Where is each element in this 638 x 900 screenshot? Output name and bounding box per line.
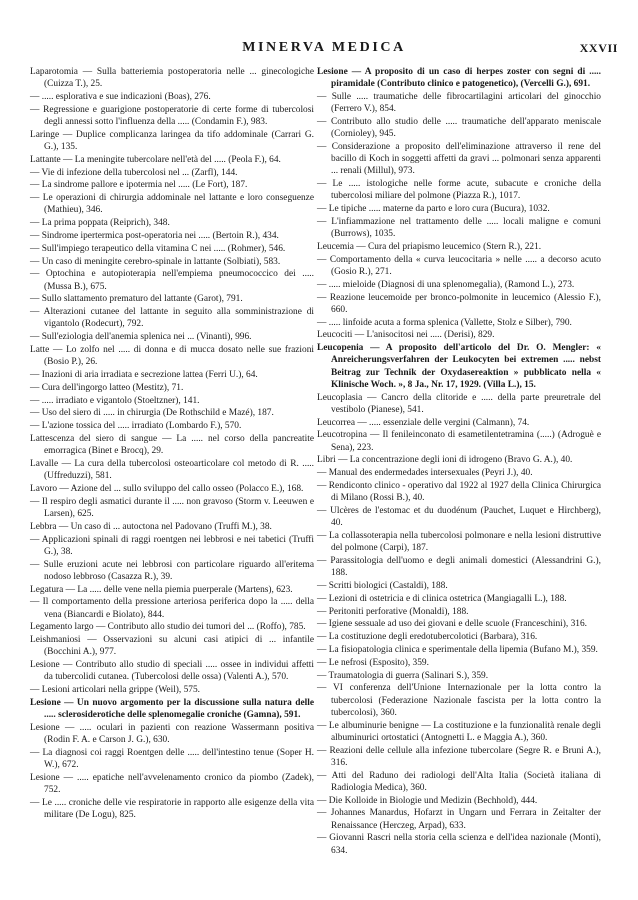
index-entry: — Sindrome ipertermica post-operatoria nei ..... (Bertoin R.), 434. (30, 230, 279, 241)
index-entry: — Sullo slattamento prematuro del lattante (Garot), 791. (30, 294, 243, 305)
index-entry: — Le ..... istologiche nelle forme acute, subacute e croniche della tubercolosi miliare del polmone (Piazza R.), 1017. (317, 179, 601, 202)
index-entry: Lesione — Un nuovo argomento per la discussione sulla natura delle ..... sclerosiderotiche delle splenomegalie croniche (Gamna), 591. (30, 697, 314, 721)
index-entry: — Scritti biologici (Castaldi), 188. (317, 580, 448, 591)
index-entry: — VI conferenza dell'Unione Internazionale per la lotta contro la tubercolosi (Federazione Nazionale fascista per la lotta contro la tubercolosi), 360. (317, 683, 601, 718)
index-entry: Lesione — Contributo allo studio di speciali ..... ossee in individui affetti da tubercolidi cutanea. (Tubercolosi delle ossa) (Valenti A.), 570. (30, 660, 314, 683)
index-entry: Latte — Lo zolfo nel ..... di donna e di mucca dosato nelle sue frazioni (Bosio P.), 26. (30, 344, 314, 368)
index-entry: — Reazione leucemoide per bronco-polmonite in leucemico (Alessio F.), 660. (317, 292, 601, 315)
index-entry: Leucotropina — Il fenileinconato di esametilentetramina (.....) (Adroguè e Sena), 223. (317, 430, 601, 453)
index-entry: — Le tipiche ..... materne da parto e loro cura (Bucura), 1032. (317, 204, 550, 215)
index-entry: — Sulle ..... traumatiche delle fibrocartilagini articolari del ginocchio (Ferrero V.), 854. (317, 92, 601, 115)
left-column (30, 66, 314, 822)
index-entry: Leishmaniosi — Osservazioni su alcuni casi atipici di ... infantile (Bocchini A.), 977. (30, 635, 314, 658)
index-entry: — Atti del Raduno dei radiologi dell'Alta Italia (Società italiana di Radiologia Medica), 360. (317, 770, 601, 793)
index-entry: — Traumatologia di guerra (Salinari S.), 359. (317, 670, 489, 681)
index-entry: — Lezioni di ostetricia e di clinica ostetrica (Mangiagalli L.), 188. (317, 593, 567, 604)
index-entry: — Cura dell'ingorgo latteo (Mestitz), 71. (30, 382, 184, 393)
index-entry: — Igiene sessuale ad uso dei giovani e delle scuole (Franceschini), 316. (317, 619, 587, 630)
index-entry: — Le operazioni di chirurgia addominale nel lattante e loro conseguenze (Mathieu), 346. (30, 193, 314, 216)
index-entry: — ..... esplorativa e sue indicazioni (Boas), 276. (30, 92, 211, 102)
index-entry: — Sulle eruzioni acute nei lebbrosi con particolare riguardo all'eritema nodoso lebbroso (Casazza R.), 39. (30, 559, 314, 582)
index-entry: Leucoplasia — Cancro della clitoride e ..... della parte preuretrale del vestibolo (Pianese), 541. (317, 392, 601, 415)
index-entry: — Applicazioni spinali di raggi roentgen nei lebbrosi e nei tabetici (Truffi G.), 38. (30, 534, 314, 557)
index-entry: — Parassitologia dell'uomo e degli animali domestici (Alessandrini G.), 188. (317, 555, 601, 579)
index-entry: Laringe — Duplice complicanza laringea da tifo addominale (Carrari G. G.), 135. (30, 129, 314, 152)
index-entry: — La sindrome pallore e ipotermia nel ..... (Le Fort), 187. (30, 180, 248, 191)
index-entry: Leucemia — Cura del priapismo leucemico (Stern R.), 221. (317, 242, 542, 252)
index-entry: — Sull'impiego terapeutico della vitamina C nei ..... (Rohmer), 546. (30, 243, 286, 254)
index-entry: — La costituzione degli eredotubercolotici (Barbara), 316. (317, 632, 538, 643)
index-entry: — La collassoterapia nella tubercolosi polmonare e nella lesioni distruttive del polmone (Carpi), 187. (317, 530, 601, 554)
index-entry: — ..... linfoide acuta a forma splenica (Vallette, Stolz e Silber), 790. (317, 317, 572, 328)
index-entry: — Die Kolloide in Biologie und Medizin (Bechhold), 444. (317, 795, 538, 806)
index-entry: — Lesioni articolari nella grippe (Weil), 575. (30, 685, 201, 696)
index-entry: Leucopenia — A proposito dell'articolo del Dr. O. Mengler: « Anreicherungsverfahren der Leukocyten bei extremen ..... nebst Beitrag zur Technik der Oxydasereaktion » pubblicato nella « Klinische Woch. », 8 Ja., Nr. 17, 1929. (Villa L.), 15. (317, 343, 601, 390)
index-entry: Leucorrea — ..... essenziale delle vergini (Calmann), 74. (317, 417, 530, 428)
index-entry: Libri — La concentrazione degli ioni di idrogeno (Bravo G. A.), 40. (317, 455, 573, 466)
index-entry: — Le ..... croniche delle vie respiratorie in rapporto alle esigenze della vita militare (De Logu), 825. (30, 797, 314, 821)
index-entry: — Optochina e autopioterapia nell'empiema pneumococcico dei ..... (Mussa B.), 675. (30, 269, 314, 292)
index-entry: — Le nefrosi (Esposito), 359. (317, 657, 429, 668)
index-entry: — L'azione tossica del ..... irradiato (Lombardo F.), 570. (30, 421, 242, 432)
index-entry: — Un caso di meningite cerebro-spinale in lattante (Solbiati), 583. (30, 256, 281, 267)
page-header (30, 40, 618, 60)
journal-title: MINERVA MEDICA (242, 40, 406, 55)
index-entry: — Vie di infezione della tubercolosi nel ... (Zarfl), 144. (30, 167, 238, 178)
right-column (317, 66, 601, 857)
index-entry: — Il comportamento della pressione arteriosa periferica dopo la ..... della vena (Biancardi e Biolato), 844. (30, 597, 314, 620)
index-entry: Lattescenza del siero di sangue — La ..... nel corso della pancreatite emorragica (Binet e Brocq), 29. (30, 433, 314, 457)
index-entry: — Sull'eziologia dell'anemia splenica nei ... (Vinanti), 996. (30, 332, 252, 343)
index-entry: Lavoro — Azione del ... sullo sviluppo del callo osseo (Polacco E.), 168. (30, 483, 304, 494)
index-entry: — ..... mieloide (Diagnosi di una splenomegalia), (Ramond L.), 273. (317, 279, 575, 290)
index-entry: — Uso del siero di ..... in chirurgia (De Rothschild e Mazé), 187. (30, 408, 274, 419)
index-entry: Legamento largo — Contributo allo studio dei tumori del ... (Roffo), 785. (30, 622, 306, 633)
index-entry: Lesione — A proposito di un caso di herpes zoster con segni di ..... piramidale (Contributo clinico e patogenetico), (Vercelli G.), 691. (317, 67, 601, 90)
index-entry: Lattante — La meningite tubercolare nell'età del ..... (Peola F.), 64. (30, 154, 281, 165)
index-entry: — La diagnosi coi raggi Roentgen delle ..... dell'intestino tenue (Soper H. W.), 672. (30, 747, 314, 771)
index-entry: — Regressione e guarigione postoperatorie di certe forme di tubercolosi degli annessi sotto l'influenza della ..... (Condamin F.), 983. (30, 104, 314, 127)
index-entry: — Contributo allo studio delle ..... traumatiche dell'apparato meniscale (Cornioley), 945. (317, 117, 601, 140)
index-entry: Lavalle — La cura della tubercolosi osteoarticolare col metodo di R. ..... (Uffreduzzi), 581. (30, 458, 314, 482)
index-entry: — Peritoniti perforative (Monaldi), 188. (317, 606, 469, 617)
index-entry: — La prima poppata (Reiprich), 348. (30, 218, 170, 229)
index-entry: — Manual des endermedades intersexuales (Peyri J.), 40. (317, 468, 533, 479)
index-entry: — La fisiopatologia clinica e sperimentale della lipemia (Bufano M.), 359. (317, 644, 598, 655)
index-entry: Leucociti — L'anisocitosi nei ..... (Derisi), 829. (317, 330, 495, 341)
index-entry: Lebbra — Un caso di ... autoctona nel Padovano (Truffi M.), 38. (30, 521, 272, 532)
index-entry: Laparotomia — Sulla batteriemia postoperatoria nelle ... ginecologiche (Cuizza T.), 25. (30, 67, 314, 90)
index-entry: — Il respiro degli asmatici durante il ..... non gravoso (Storm v. Leeuwen e Larsen), 625. (30, 496, 314, 519)
index-entry: — Inazioni di aria irradiata e secrezione lattea (Ferri U.), 64. (30, 369, 258, 380)
index-entry: — Comportamento della « curva leucocitaria » nelle ..... a decorso acuto (Gosio R.), 271. (317, 254, 601, 277)
index-entry: — Ulcères de l'estomac et du duodénum (Pauchet, Luquet e Hirchberg), 40. (317, 505, 601, 529)
page-number: XXVII (579, 41, 618, 55)
index-entry: — L'infiammazione nel trattamento delle ..... locali maligne e comuni (Burrows), 1035. (317, 217, 601, 240)
index-entry: — Considerazione a proposito dell'eliminazione attraverso il rene del bacillo di Koch in soggetti affetti da gravi ... polmonari senza apparenti ... renali (Millul), 973. (317, 142, 601, 177)
index-entry: Lesione — ..... epatiche nell'avvelenamento cronico da piombo (Zadek), 752. (30, 772, 314, 796)
index-entry: — Giovanni Rascri nella storia cella scienza e dell'idea nazionale (Monti), 634. (317, 833, 601, 856)
index-entry: — Alterazioni cutanee del lattante in seguito alla somministrazione di vigantolo (Rodecurt), 792. (30, 307, 314, 330)
index-entry: — Johannes Manardus, Hofarzt in Ungarn und Ferrara in Zeitalter der Renaissance (Herczeg, Arpad), 633. (317, 808, 601, 831)
index-entry: Legatura — La ..... delle vene nella piemia puerperale (Martens), 623. (30, 584, 293, 595)
index-entry: Lesione — ..... oculari in pazienti con reazione Wassermann positiva (Rodin F. A. e Carson J. G.), 630. (30, 722, 314, 746)
index-entry: — Reazioni delle cellule alla infezione tubercolare (Segre R. e Bruni A.), 316. (317, 745, 601, 768)
index-entry: — ..... irradiato e vigantolo (Stoeltzner), 141. (30, 395, 200, 406)
index-entry: — Rendiconto clinico - operativo dal 1922 al 1927 della Clinica Chirurgica di Milano (Rossi B.), 40. (317, 480, 601, 504)
index-entry: — Le albuminurie benigne — La costituzione e la funzionalità renale degli albuminurici ortostatici (Antognetti L. e Maggia A.), 360. (317, 720, 601, 743)
